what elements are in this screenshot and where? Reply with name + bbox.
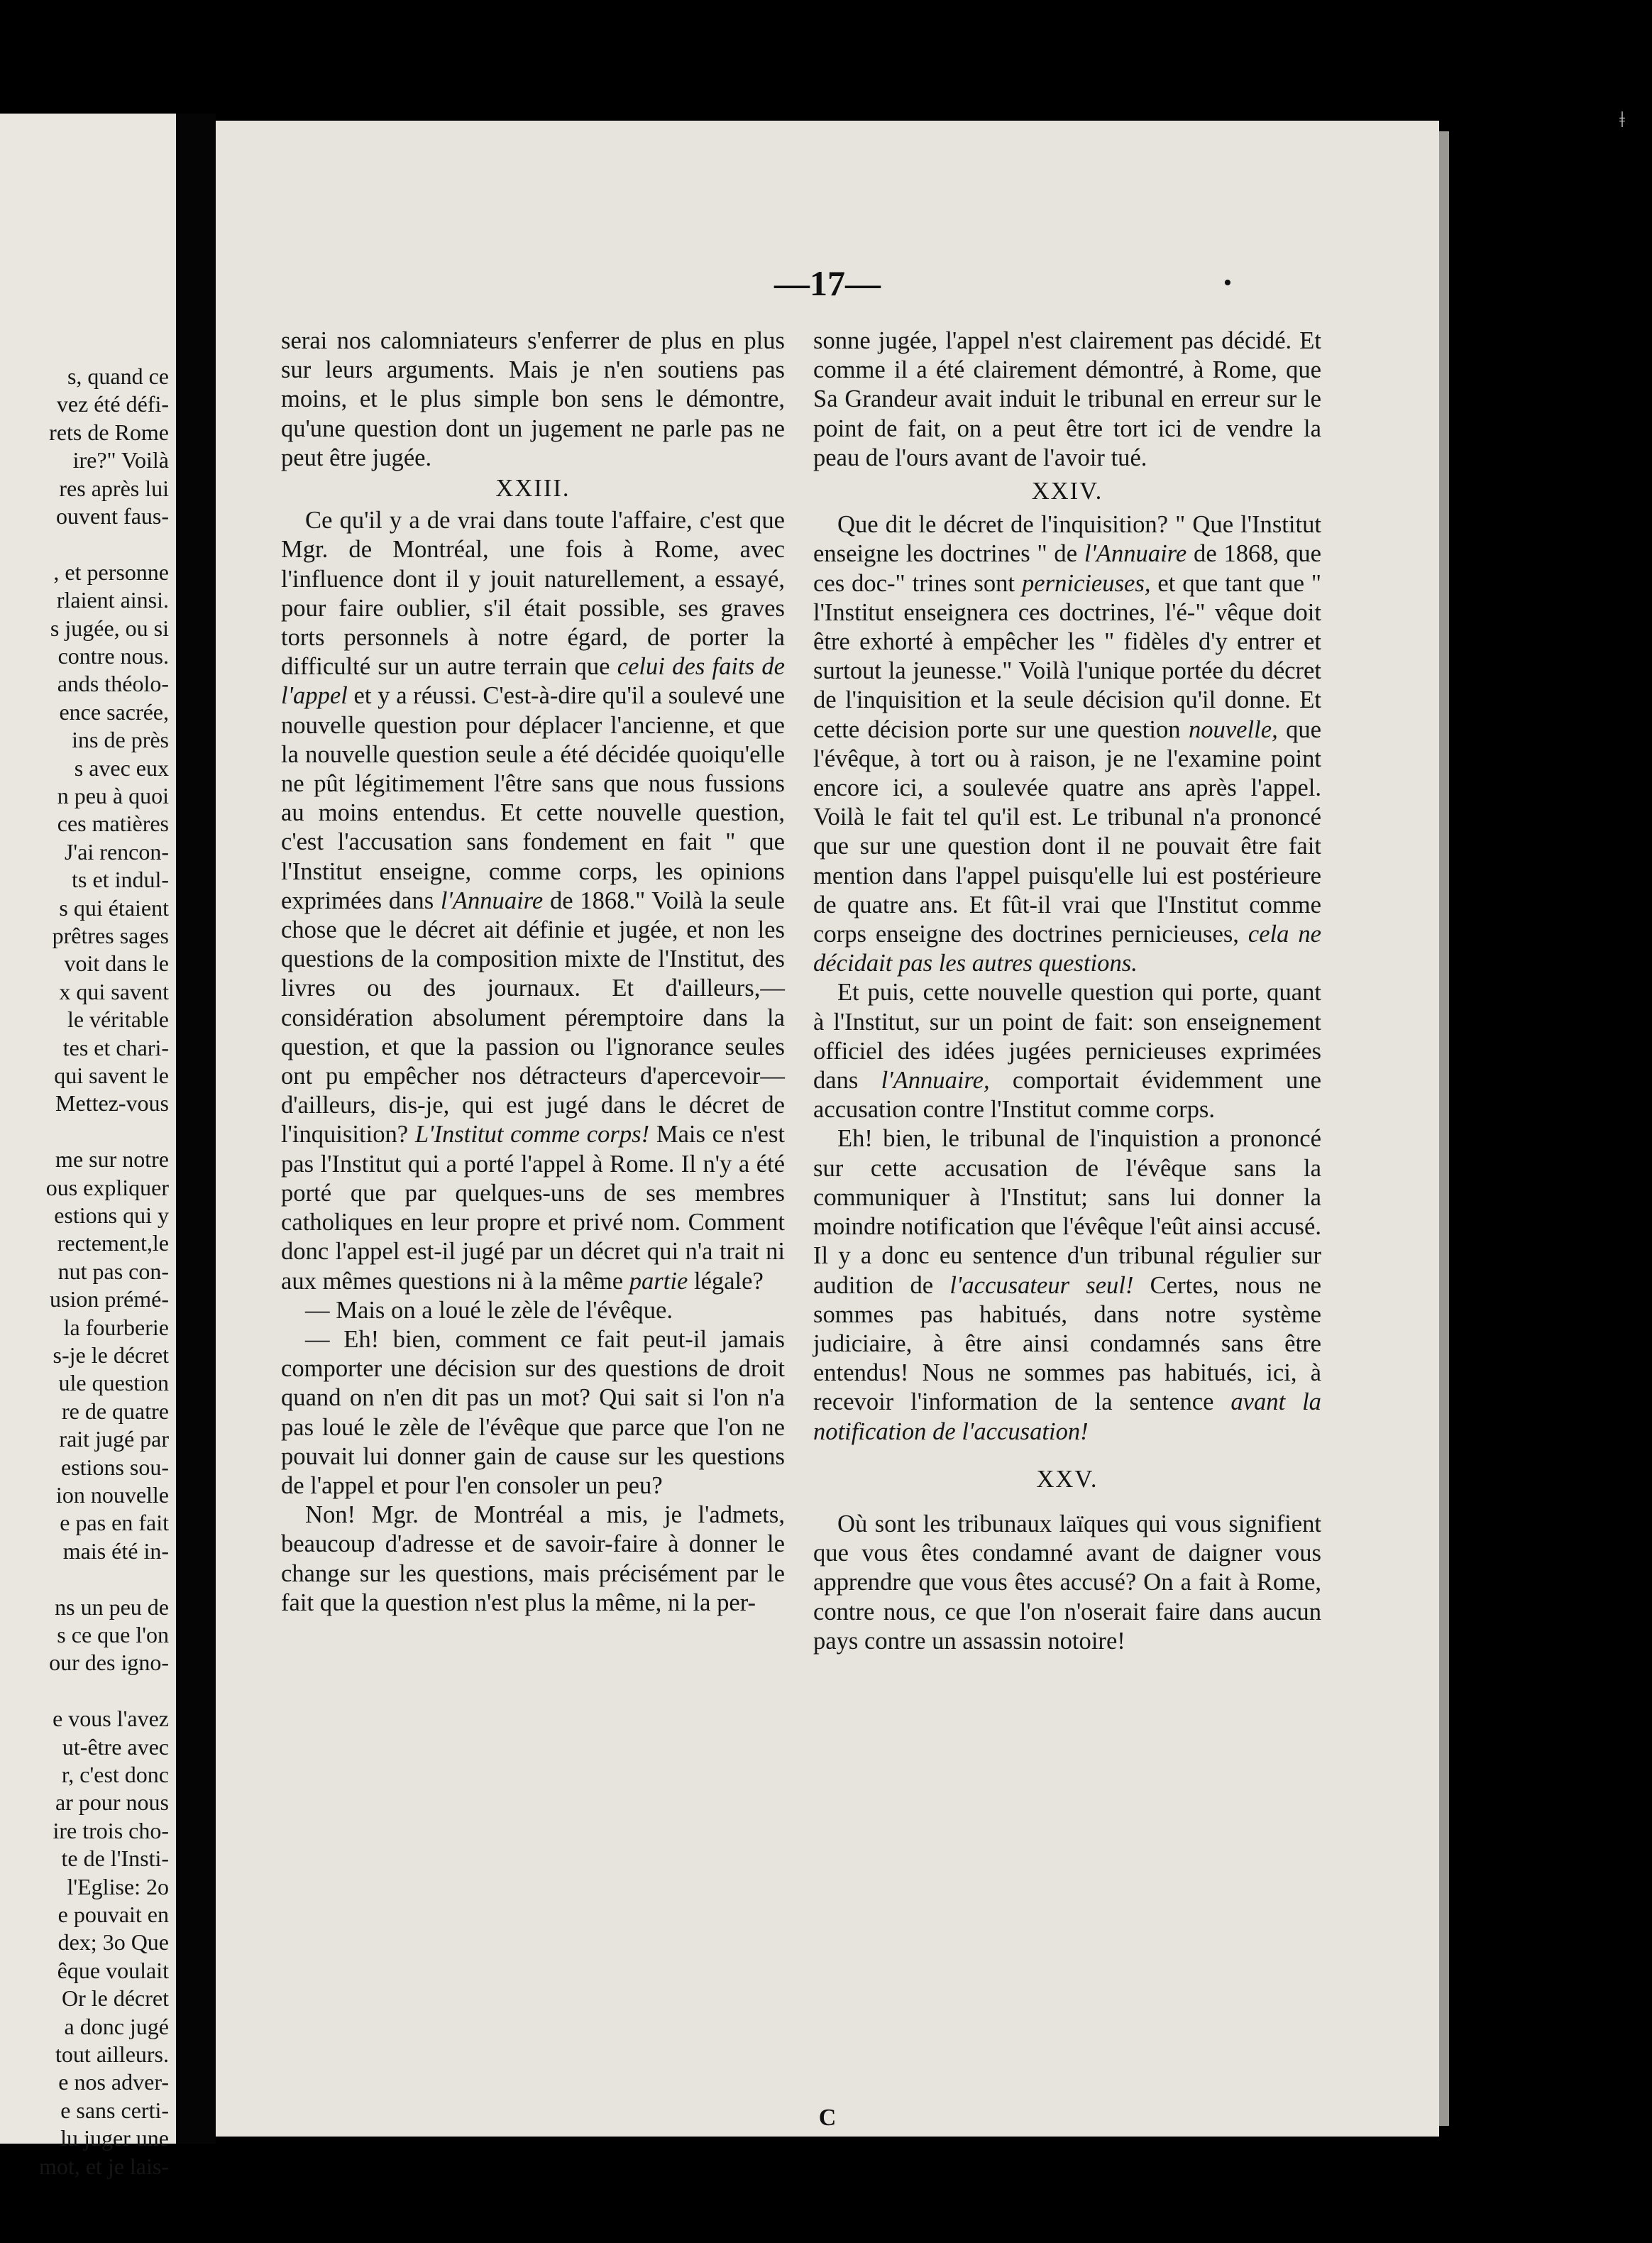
paragraph: Que dit le décret de l'inquisition? " Que l'Institut enseigne les doctrines " de l'Annuaire de 1868, que ces doc-" trines sont pernicieuses, et que tant que " l'Institut enseignera ces doctrines, l'é-" vêque doit être exhorté à empêcher les " fidèles d'y entrer et surtout la jeunesse." Voilà l'unique portée du décret de l'inquisition et la seule décision qu'il donne. Et cette décision porte sur une question nouvelle, que l'évêque, à tort ou à raison, je ne l'examine point encore ici, a soulevée quatre ans après l'appel. Voilà le fait tel qu'il est. Le tribunal n'a prononcé que sur une question dont il ne pouvait être fait mention dans l'appel puisqu'elle lui est postérieure de quatre ans. Et fût-il vrai que l'Institut comme corps enseigne des doctrines pernicieuses, cela ne décidait pas les autres questions. [813, 511, 1322, 977]
left-page-line: te de l'Insti- [61, 1846, 169, 1872]
left-page-line: tout ailleurs. [55, 2041, 169, 2067]
left-page-line: le véritable [67, 1007, 169, 1033]
paragraph: serai nos calomniateurs s'enferrer de plus en plus sur leurs arguments. Mais je n'en soutiens pas moins, et le plus simple bon sens le démontre, qu'une question dont un jugement ne parle pas ne peut être jugée. [281, 327, 785, 471]
left-page-line: ns un peu de [55, 1594, 169, 1620]
left-page-line: s-je le décret [53, 1342, 169, 1368]
left-page-line: s avec eux [74, 755, 169, 781]
left-page-line: ire trois cho- [53, 1817, 169, 1843]
left-page-line: ule question [58, 1370, 169, 1396]
corner-mark: ǂ [1619, 106, 1625, 132]
paragraph: — Eh! bien, comment ce fait peut-il jamais comporter une décision sur des questions de droit quand on n'en dit pas un mot? Qui sait si l'on n'a pas loué le zèle de l'évêque que parce que l'on ne pouvait lui donner gain de cause sur les questions de l'appel et pour l'en consoler un peu? [281, 1325, 785, 1499]
previous-page-fragment [0, 114, 176, 2179]
left-page-line: rlaient ainsi. [56, 587, 169, 613]
left-page-line: mais été in- [62, 1537, 169, 1564]
left-column [281, 327, 785, 1618]
section-heading-xxv: XXV. [1036, 1465, 1098, 1493]
left-page-line: , et personne [53, 559, 169, 585]
right-column [813, 327, 1321, 1656]
left-page-line: e sans certi- [60, 2097, 169, 2123]
left-page-line: re de quatre [61, 1398, 169, 1424]
left-page-line: ouvent faus- [55, 503, 169, 529]
left-page-line: ut-être avec [62, 1733, 169, 1760]
paragraph: sonne jugée, l'appel n'est clairement pas décidé. Et comme il a été clairement démontré, à Rome, que Sa Grandeur avait induit le tribunal en erreur sur le point de fait, on a peut être tort ici de vendre la peau de l'ours avant de l'avoir tué. [813, 327, 1321, 471]
paragraph: Eh! bien, le tribunal de l'inquistion a prononcé sur cette accusation de l'évêque sans la communiquer à l'Institut; sans lui donner la moindre notification que l'évêque l'eût ainsi accusé. Il y a donc eu sentence d'un tribunal régulier sur audition de l'accusateur seul! Certes, nous ne sommes pas habitués, dans notre système judiciaire, à être ainsi condamnés sans être entendus! Nous ne sommes pas habitués, ici, à recevoir l'information de la sentence avant la notification de l'accusation! [813, 1125, 1321, 1445]
left-page-line: nut pas con- [57, 1258, 169, 1284]
book-gutter [176, 114, 216, 2144]
section-heading-xxiv: XXIV. [1031, 478, 1103, 505]
left-page-line: Mettez-vous [55, 1090, 169, 1117]
left-page-line: contre nous. [57, 643, 169, 669]
left-page-line: la fourberie [63, 1314, 169, 1340]
left-page-line: r, c'est donc [61, 1762, 169, 1787]
left-page-line: voit dans le [64, 950, 169, 977]
paragraph: Non! Mgr. de Montréal a mis, je l'admets, beaucoup d'adresse et de savoir-faire à donner le change sur les questions, mais précisément par le fait que la question n'est plus la même, ni la per- [281, 1501, 785, 1616]
left-page-line: ence sacrée, [59, 698, 169, 725]
page-number: —17— [774, 263, 881, 303]
left-page-line: e pas en fait [60, 1510, 169, 1536]
left-page-line: rectement,le [57, 1230, 169, 1256]
paragraph: — Mais on a loué le zèle de l'évêque. [305, 1296, 673, 1324]
left-page-line: s ce que l'on [57, 1622, 169, 1647]
left-page-line: ous expliquer [45, 1174, 169, 1200]
left-page-line: e vous l'avez [53, 1706, 169, 1732]
paragraph: Ce qu'il y a de vrai dans toute l'affaire, c'est que Mgr. de Montréal, une fois à Rome, avec l'influence dont il y jouit naturellement, a essayé, pour faire oublier, s'il était possible, ses graves torts personnels à notre égard, de porter la difficulté sur un autre terrain que celui des faits de l'appel et y a réussi. C'est-à-dire qu'il a soulevé une nouvelle question pour déplacer l'ancienne, et que la nouvelle question seule a été décidée quoiqu'elle ne pût légitimement l'être sans que nous fussions au moins entendus. Et cette nouvelle question, c'est l'accusation sans fondement en fait " que l'Institut enseigne, comme corps, les opinions exprimées dans l'Annuaire de 1868." Voilà la seule chose que le décret ait définie et jugée, et non les questions de la composition mixte de l'Institut, des livres ou des journaux. Et d'ailleurs,—considération absolument péremptoire dans la question, et que la passion ou l'ignorance seules ont pu empêcher nos détracteurs d'apercevoir—d'ailleurs, dis-je, qui est jugé dans le décret de l'inquisition? L'Institut comme corps! Mais ce n'est pas l'Institut qui a porté l'appel à Rome. Il n'y a été porté que par quelques-uns de ses membres catholiques en leur propre et privé nom. Comment donc l'appel est-il jugé par un décret qui n'a trait ni aux mêmes questions ni à la même partie légale? [281, 507, 786, 1295]
left-page-line: ar pour nous [55, 1789, 169, 1816]
left-page-line: s qui étaient [59, 894, 169, 921]
left-page-line: ins de près [72, 727, 169, 753]
left-page-line: tes et chari- [62, 1034, 169, 1060]
left-page-line: ire?" Voilà [72, 447, 169, 473]
left-page-line: qui savent le [54, 1063, 169, 1088]
left-page-line: s, quand ce [67, 363, 169, 389]
left-page-line: ion nouvelle [55, 1482, 169, 1508]
page-edge [1439, 131, 1449, 2126]
left-page-line: rait jugé par [59, 1426, 169, 1452]
left-page-line: vez été défi- [56, 391, 169, 417]
left-page-line: estions sou- [61, 1454, 169, 1480]
page-dot: • [1223, 270, 1232, 296]
left-page-line: e pouvait en [57, 1902, 169, 1927]
left-page-line: e nos adver- [58, 2069, 169, 2095]
left-page-line: dex; 3o Que [57, 1929, 169, 1956]
left-page-line: ces matières [57, 811, 169, 837]
left-page-line: estions qui y [54, 1202, 169, 1228]
left-page-line: x qui savent [59, 978, 169, 1004]
left-page-line: usion prémé- [50, 1286, 169, 1312]
paragraph: Où sont les tribunaux laïques qui vous signifient que vous êtes condamné avant de daigner vous apprendre que vous êtes accusé? On a fait à Rome, contre nous, ce que l'on n'oserait faire dans aucun pays contre un assassin notoire! [813, 1510, 1321, 1655]
left-page-line: res après lui [59, 475, 169, 501]
left-page-line: ts et indul- [72, 867, 169, 893]
left-page-line: ands théolo- [57, 671, 169, 697]
left-page-line: rets de Rome [49, 419, 169, 445]
left-page-line: our des igno- [49, 1650, 169, 1676]
left-page-line: n peu à quoi [57, 783, 169, 808]
left-page-line: Or le décret [61, 1985, 169, 2012]
left-page-line: êque voulait [57, 1957, 169, 1983]
left-page-line: a donc jugé [64, 2013, 169, 2039]
paragraph: Et puis, cette nouvelle question qui porte, quant à l'Institut, sur un point de fait: son enseignement officiel des idées jugées pernicieuses exprimées dans l'Annuaire, comportait évidemment une accusation contre l'Institut comme corps. [813, 979, 1321, 1124]
left-page-line: mot, et je lais- [38, 2153, 169, 2179]
left-page-line: prêtres sages [52, 923, 169, 948]
left-page-line: J'ai rencon- [64, 838, 169, 865]
left-page-line: me sur notre [55, 1146, 169, 1173]
left-page-line: s jugée, ou si [50, 615, 169, 641]
left-page-line: lu juger une [60, 2125, 169, 2151]
left-page-line: l'Eglise: 2o [67, 1873, 169, 1899]
section-heading-xxiii: XXIII. [495, 475, 571, 503]
signature-mark: C [818, 2105, 837, 2131]
book-page [216, 121, 1439, 2137]
